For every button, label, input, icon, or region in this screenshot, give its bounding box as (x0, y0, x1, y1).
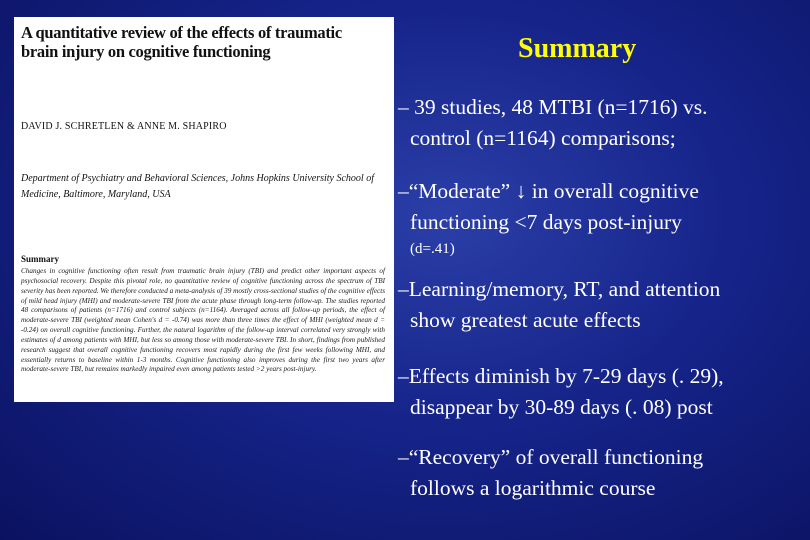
bullet-item (398, 274, 803, 336)
bullet-line: –Learning/memory, RT, and attention (398, 277, 721, 301)
paper-title: A quantitative review of the effects of traumatic brain injury on cognitive functioning (21, 23, 342, 61)
bullet-item (398, 92, 803, 154)
paper-authors: DAVID J. SCHRETLEN & ANNE M. SHAPIRO (21, 121, 227, 132)
bullet-line: –Effects diminish by 7-29 days (. 29), (398, 364, 724, 388)
paper-summary-text: Changes in cognitive functioning often result from traumatic brain injury (TBI) and predict other important aspects of psychosocial recovery. Despite this pivotal role, no quantitative review of cognitive functioning across the spectrum of TBI severity has been reported. We therefore conducted a meta-analysis of 39 mostly cross-sectional studies of the cognitive effects of mild head injury (MHI) and moderate-severe TBI from the acute phase through long-term follow-up. The studies reported 48 comparisons of patients (n=1716) and control subjects (n=1164). Averaged across all follow-up periods, the effect of moderate-severe TBI (weighted mean Cohen's d = -0.74) was more than three times the effect of MHI (weighted mean d = -0.24) on overall cognitive functioning. Further, the natural logarithm of the follow-up interval correlated very strongly with estimates of d among patients with MHI, but less so among those with moderate-severe TBI. In short, findings from published research suggest that overall cognitive functioning recovers most rapidly during the first few weeks following MHI, and essentially returns to baseline within 1-3 months. Cognitive functioning also improves during the first two years after moderate-severe TBI, but remains markedly impaired even among patients tested >2 years post-injury. (21, 267, 385, 374)
bullet-line: control (n=1164) comparisons; (410, 126, 676, 150)
bullet-note: (d=.41) (410, 241, 455, 257)
bullet-line: show greatest acute effects (410, 308, 641, 332)
bullet-line: follows a logarithmic course (410, 476, 656, 500)
slide-title: Summary (518, 33, 637, 64)
paper-affiliation: Department of Psychiatry and Behavioral Sciences, Johns Hopkins University School of Medicine, Baltimore, Maryland, USA (21, 173, 374, 200)
bullet-line: disappear by 30-89 days (. 08) post (410, 395, 713, 419)
paper-excerpt-image (14, 17, 394, 402)
bullet-line: –“Moderate” ↓ in overall cognitive (398, 179, 699, 203)
bullet-line: functioning <7 days post-injury (410, 210, 682, 234)
bullet-item (398, 442, 803, 504)
bullet-item (398, 176, 803, 258)
paper-summary-heading: Summary (21, 254, 59, 264)
bullet-line: – 39 studies, 48 MTBI (n=1716) vs. (398, 95, 708, 119)
bullet-item (398, 361, 803, 423)
bullet-line: –“Recovery” of overall functioning (398, 445, 704, 469)
